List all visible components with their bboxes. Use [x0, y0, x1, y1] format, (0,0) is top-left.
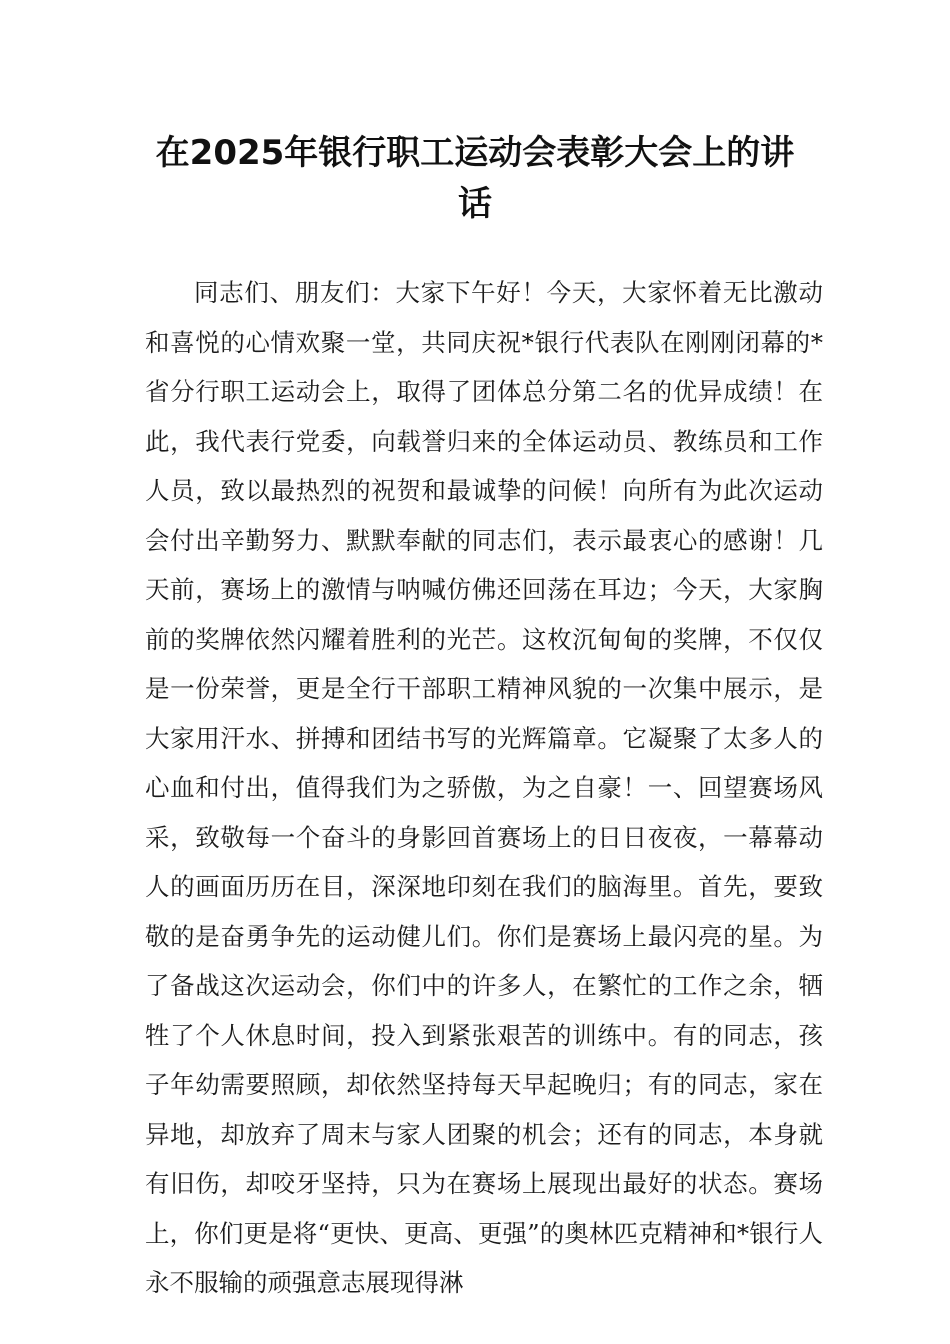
body-paragraph: 同志们、朋友们：大家下午好！今天，大家怀着无比激动和喜悦的心情欢聚一堂，共同庆祝*银行代表队在刚刚闭幕的*省分行职工运动会上，取得了团体总分第二名的优异成绩！在此，我代表行党委，向载誉归来的全体运动员、教练员和工作人员，致以最热烈的祝贺和最诚挚的问候！向所有为此次运动会付出辛勤努力、默默奉献的同志们，表示最衷心的感谢！几天前，赛场上的激情与呐喊仿佛还回荡在耳边；今天，大家胸前的奖牌依然闪耀着胜利的光芒。这枚沉甸甸的奖牌，不仅仅是一份荣誉，更是全行干部职工精神风貌的一次集中展示，是大家用汗水、拼搏和团结书写的光辉篇章。它凝聚了太多人的心血和付出，值得我们为之骄傲，为之自豪！一、回望赛场风采，致敬每一个奋斗的身影回首赛场上的日日夜夜，一幕幕动人的画面历历在目，深深地印刻在我们的脑海里。首先，要致敬的是奋勇争先的运动健儿们。你们是赛场上最闪亮的星。为了备战这次运动会，你们中的许多人，在繁忙的工作之余，牺牲了个人休息时间，投入到紧张艰苦的训练中。有的同志，孩子年幼需要照顾，却依然坚持每天早起晚归；有的同志，家在异地，却放弃了周末与家人团聚的机会；还有的同志，本身就有旧伤，却咬牙坚持，只为在赛场上展现出最好的状态。赛场上，你们更是将“更快、更高、更强”的奥林匹克精神和*银行人永不服输的顽强意志展现得淋: [145, 278, 823, 1297]
document-title: 在2025年银行职工运动会表彰大会上的讲话: [155, 133, 795, 224]
